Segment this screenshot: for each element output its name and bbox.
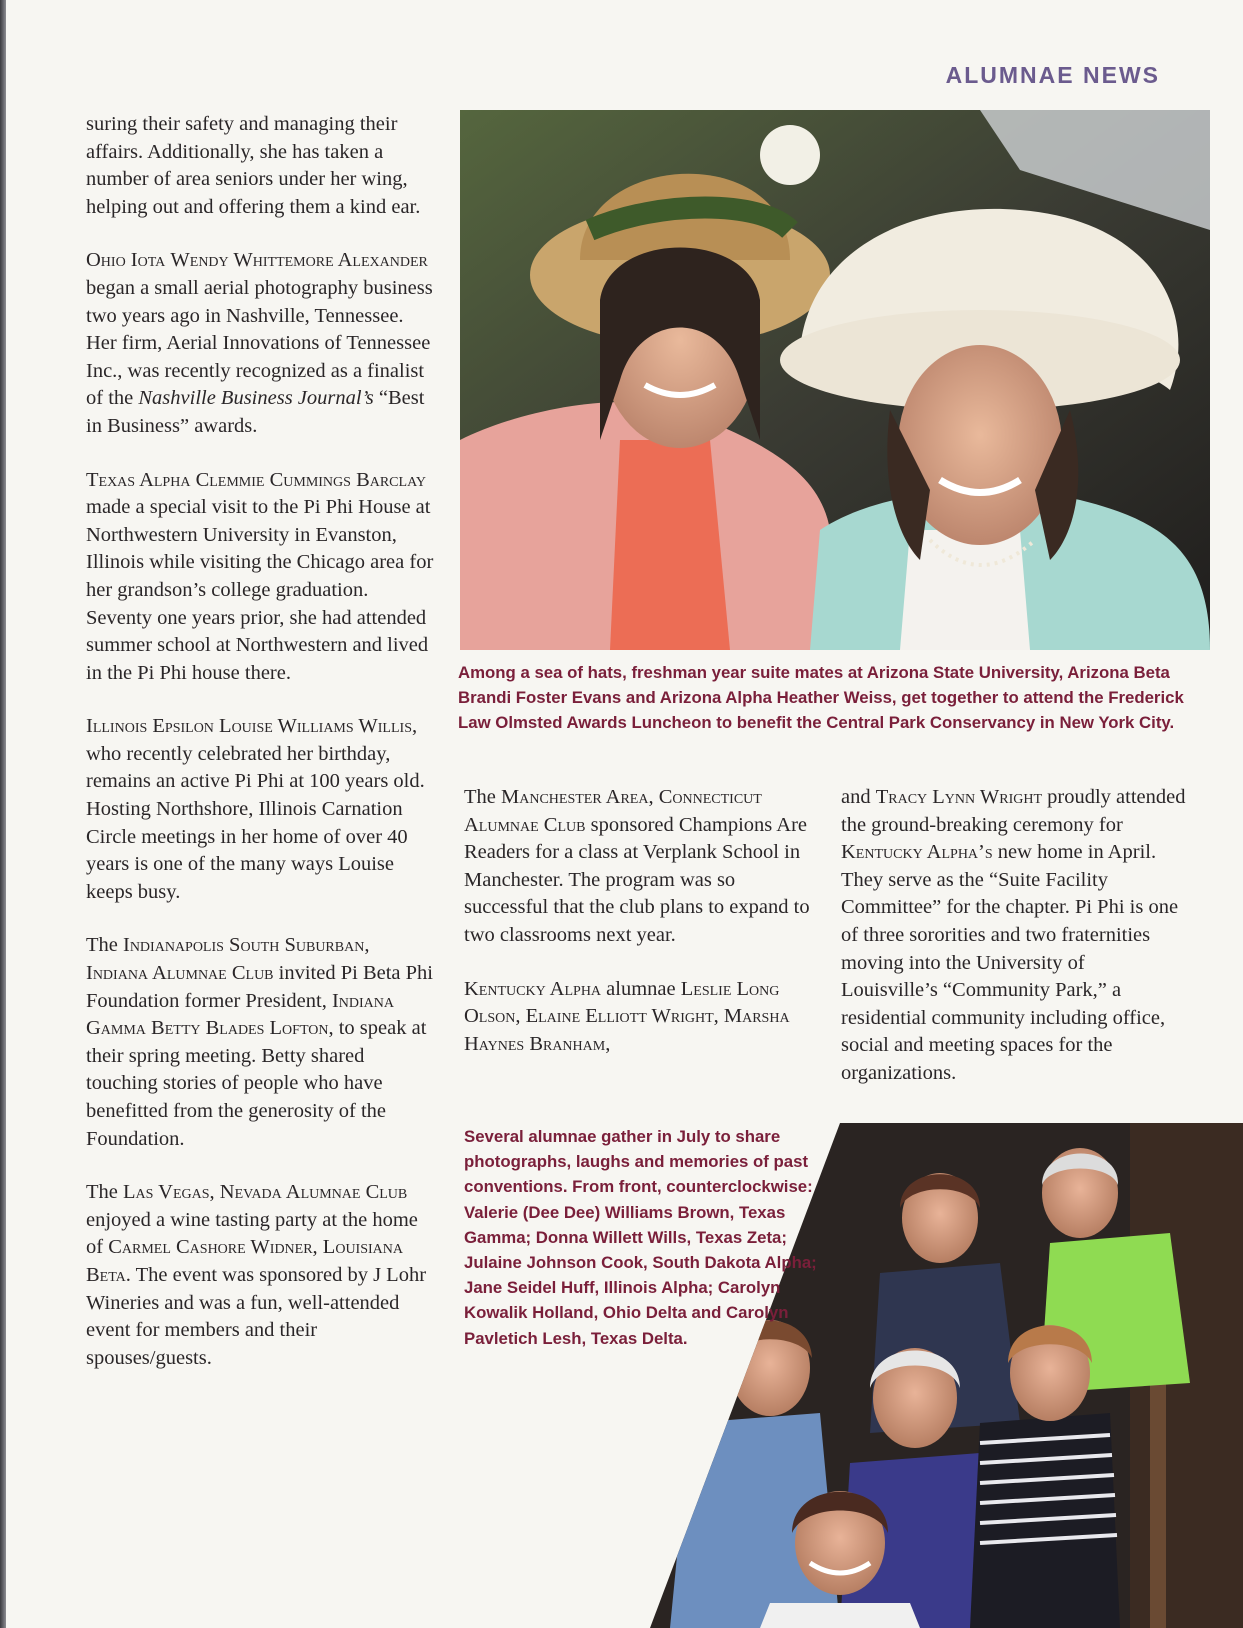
- hats-photo-illustration: [460, 110, 1210, 650]
- group-photo-caption: Several alumnae gather in July to share photographs, laughs and memories of past conventions. From front, counterclockwise: Valerie (Dee Dee) Williams Brown, Texas Gamma; Donna Willett Wills, Texas Zeta; Julaine Johnson Cook, South Dakota Alpha; Jane Seidel Huff, Illinois Alpha; Carolyn Kowalik Holland, Ohio Delta and Carolyn Pavletich Lesh, Texas Delta.: [464, 1127, 817, 1348]
- chapter-name: Texas Alpha: [86, 468, 191, 491]
- club-name: Las Vegas, Nevada Alumnae Club: [123, 1181, 408, 1204]
- left-column: [86, 111, 436, 1398]
- chapter-name: Kentucky Alpha’s: [841, 841, 993, 864]
- paragraph-8: Kentucky Alpha alumnae Leslie Long Olson, Elaine Elliott Wright, Marsha Haynes Branham,: [464, 977, 790, 1055]
- chapter-name: Kentucky Alpha: [464, 977, 602, 1000]
- member-name: Carmel Cashore Widner, Louisiana Beta: [86, 1236, 403, 1286]
- member-name: Tracy Lynn Wright: [875, 786, 1043, 808]
- paragraph-4: Illinois Epsilon Louise Williams Willis, who recently celebrated her birthday, remains an active Pi Phi at 100 years old. Hosting Northshore, Illinois Carnation Circle meetings in her home of over 40 years is one of the many ways Louise keeps busy.: [86, 715, 425, 903]
- page-edge-shadow: [0, 0, 6, 1628]
- paragraph-5: The Indianapolis South Suburban, Indiana Alumnae Club invited Pi Beta Phi Foundation former President, Indiana Gamma Betty Blades Lofton, to speak at their spring meeting. Betty shared touching stories of people who have benefitted from the generosity of the Foundation.: [86, 934, 433, 1150]
- photo-women-in-hats: [460, 110, 1210, 650]
- member-name: Clemmie Cummings Barclay: [195, 468, 427, 491]
- club-name: Manchester Area, Connecticut Alumnae Club: [464, 786, 762, 836]
- photo-caption: Among a sea of hats, freshman year suite mates at Arizona State University, Arizona Beta Brandi Foster Evans and Arizona Alpha Heather Weiss, get together to attend the Frederick Law Olmsted Awards Luncheon to benefit the Central Park Conservancy in New York City.: [458, 663, 1184, 732]
- chapter-name: Ohio Iota: [86, 249, 166, 272]
- paragraph-7: The Manchester Area, Connecticut Alumnae Club sponsored Champions Are Readers for a class at Verplank School in Manchester. The program was so successful that the club plans to expand to two classrooms next year.: [464, 786, 810, 946]
- club-name: Indianapolis South Suburban, Indiana Alumnae Club: [86, 934, 370, 985]
- chapter-name: Illinois Epsilon: [86, 715, 214, 738]
- paragraph-6: The Las Vegas, Nevada Alumnae Club enjoyed a wine tasting party at the home of Carmel Cashore Widner, Louisiana Beta. The event was sponsored by J Lohr Wineries and was a fun, well-attended event for members and their spouses/guests.: [86, 1181, 427, 1369]
- member-name: Wendy Whittemore Alexander: [170, 249, 428, 272]
- paragraph-3: Texas Alpha Clemmie Cummings Barclay made a special visit to the Pi Phi House at Northwestern University in Evanston, Illinois while visiting the Chicago area for her grandson’s college graduation. Seventy one years prior, she had attended summer school at Northwestern and lived in the Pi Phi house there.: [86, 468, 434, 684]
- member-names: Leslie Long Olson, Elaine Elliott Wright, Marsha Haynes Branham,: [464, 977, 790, 1055]
- member-name: Indiana Gamma Betty Blades Lofton: [86, 989, 395, 1040]
- publication-title: Nashville Business Journal’s: [138, 387, 374, 410]
- section-header: ALUMNAE NEWS: [945, 62, 1160, 88]
- paragraph-1: suring their safety and managing their affairs. Additionally, she has taken a number of area seniors under her wing, helping out and offering them a kind ear.: [86, 113, 421, 218]
- paragraph-2: Ohio Iota Wendy Whittemore Alexander began a small aerial photography business two years ago in Nashville, Tennessee. Her firm, Aerial Innovations of Tennessee Inc., was recently recognized as a finalist of the Nashville Business Journal’s “Best in Business” awards.: [86, 249, 433, 437]
- member-name: Louise Williams Willis: [219, 715, 412, 738]
- right-column: [841, 784, 1186, 1114]
- middle-column: [464, 784, 819, 1084]
- paragraph-9: and Tracy Lynn Wright proudly attended the ground-breaking ceremony for Kentucky Alpha’s new home in April. They serve as the “Suite Facility Committee” for the chapter. Pi Phi is one of three sororities and two fraternities moving into the University of Louisville’s “Community Park,” a residential community including office, social and meeting spaces for the organizations.: [841, 786, 1186, 1084]
